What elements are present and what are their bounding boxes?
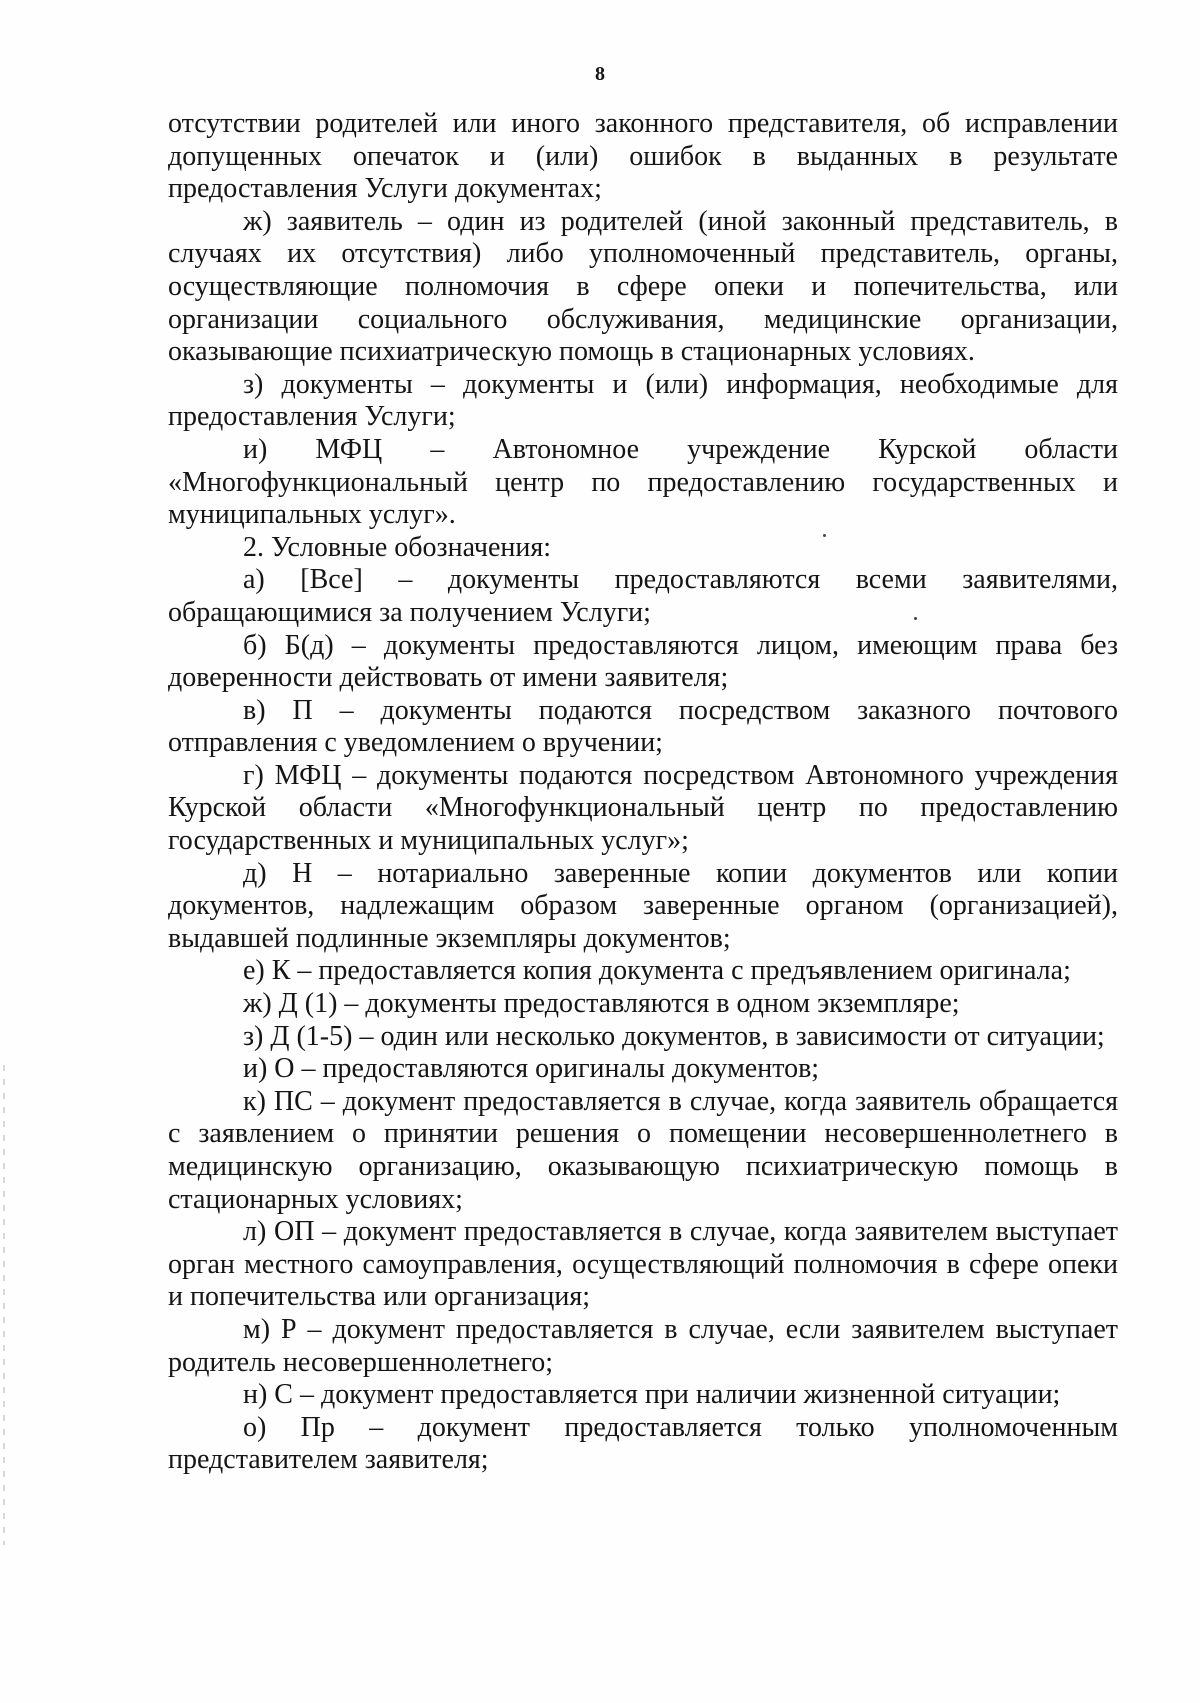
scan-edge-artifact: [3, 1065, 5, 1545]
paragraph-documents-definition: з) документы – документы и (или) информация, необходимые для предоставления Услуги;: [168, 368, 1118, 433]
paragraph-legend-g: г) МФЦ – документы подаются посредством Автономного учреждения Курской области «Многофункциональный центр по предоставлению государственных и муниципальных услуг»;: [168, 759, 1118, 857]
paragraph-legend-n: н) С – документ предоставляется при наличии жизненной ситуации;: [243, 1379, 1061, 1411]
paragraph-legend-i: и) О – предоставляются оригиналы документов;: [243, 1053, 820, 1085]
paragraph-legend-a: а) [Все] – документы предоставляются всеми заявителями, обращающимися за получением Услуги;: [168, 564, 1118, 628]
scan-speck: [914, 617, 917, 620]
paragraph-applicant-definition: ж) заявитель – один из родителей (иной законный представитель, в случаях их отсутствия) либо уполномоченный представитель, органы, осуществляющие полномочия в сфере опеки и попечительства, или организации социального обслуживания, медицинские организации, оказывающие психиатрическую помощь в стационарных условиях.: [168, 205, 1118, 368]
paragraph-legend-m: м) Р – документ предоставляется в случае, если заявителем выступает родитель несовершеннолетнего;: [168, 1313, 1118, 1378]
paragraph-legend-b: б) Б(д) – документы предоставляются лицом, имеющим права без доверенности действовать от имени заявителя;: [168, 629, 1118, 694]
paragraph-continuation: отсутствии родителей или иного законного представителя, об исправлении допущенных опечаток и (или) ошибок в выданных в результате предоставления Услуги документах;: [168, 108, 1118, 205]
paragraph-legend-k: к) ПС – документ предоставляется в случае, когда заявитель обращается с заявлением о принятии решения о помещении несовершеннолетнего в медицинскую организацию, оказывающую психиатрическую помощь в стационарных условиях;: [168, 1085, 1118, 1215]
paragraph-legend-l: л) ОП – документ предоставляется в случае, когда заявителем выступает орган местного самоуправления, осуществляющий полномочия в сфере опеки и попечительства или организация;: [168, 1216, 1118, 1313]
page-number: 8: [595, 63, 605, 85]
paragraph-legend-zh: ж) Д (1) – документы предоставляются в одном экземпляре;: [243, 988, 960, 1020]
paragraph-legend-d: д) Н – нотариально заверенные копии документов или копии документов, надлежащим образом заверенные органом (организацией), выдавшей подлинные экземпляры документов;: [168, 857, 1118, 954]
paragraph-legend-e: е) К – предоставляется копия документа с предъявлением оригинала;: [243, 955, 1071, 987]
scan-speck: [823, 534, 826, 537]
paragraph-legend-heading: 2. Условные обозначения:: [243, 531, 552, 563]
document-body: [168, 108, 1118, 1477]
paragraph-legend-v: в) П – документы подаются посредством заказного почтового отправления с уведомлением о вручении;: [168, 694, 1118, 759]
paragraph-mfc-definition: и) МФЦ – Автономное учреждение Курской области «Многофункциональный центр по предоставлению государственных и муниципальных услуг».: [168, 433, 1118, 531]
paragraph-legend-z: з) Д (1-5) – один или несколько документов, в зависимости от ситуации;: [243, 1020, 1105, 1052]
paragraph-legend-o: о) Пр – документ предоставляется только уполномоченным представителем заявителя;: [168, 1411, 1118, 1476]
